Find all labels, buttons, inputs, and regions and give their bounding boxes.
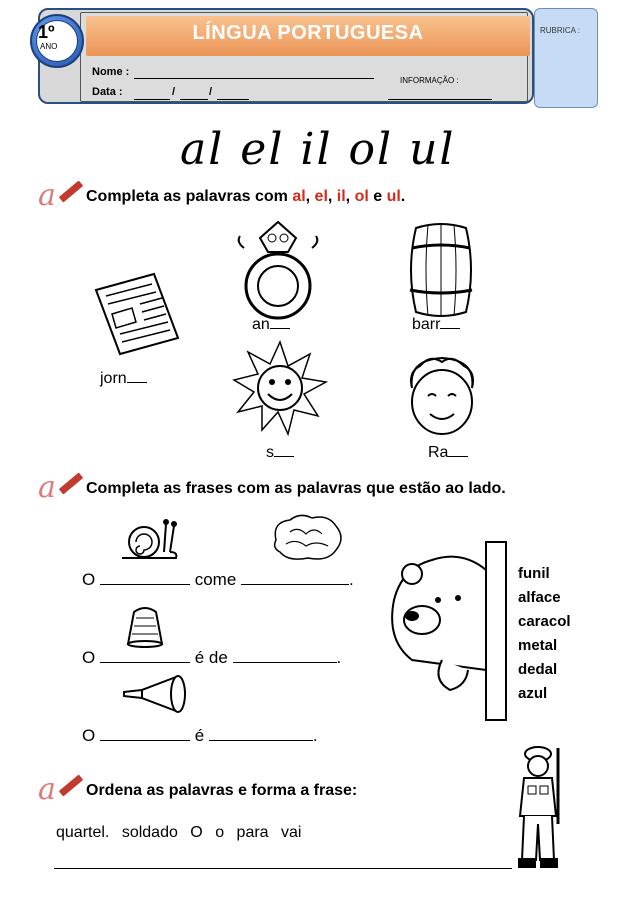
soldier-image	[510, 744, 570, 874]
cursive-title: al el il ol ul	[180, 124, 456, 175]
word-bank-item: alface	[518, 589, 561, 606]
date-year-line[interactable]	[217, 99, 249, 100]
exercise-a-icon: a	[38, 470, 56, 505]
rubrica-box	[534, 8, 598, 108]
info-label: INFORMAÇÃO :	[400, 76, 459, 85]
date-separator-2: /	[209, 86, 213, 98]
word-anel: an	[252, 316, 290, 334]
ring-image	[230, 218, 326, 322]
grade-number: 1º	[38, 22, 55, 42]
word-bank-item: dedal	[518, 661, 558, 678]
exercise2-instruction: Completa as frases com as palavras que estão ao lado.	[86, 480, 506, 497]
funnel-image	[120, 672, 190, 722]
exercise1-instruction: Completa as palavras com al, el, il, ol e ul.	[86, 188, 406, 205]
word-bank-item: azul	[518, 685, 548, 702]
lettuce-image	[270, 512, 346, 562]
pencil-icon	[59, 774, 83, 796]
exercise3-instruction: Ordena as palavras e forma a frase:	[86, 782, 358, 799]
rubrica-label: RUBRICA :	[540, 26, 581, 35]
date-day-line[interactable]	[134, 99, 170, 100]
snail-image	[118, 506, 180, 564]
info-line[interactable]	[388, 99, 492, 100]
barrel-image	[406, 220, 476, 320]
word-bank	[518, 562, 571, 706]
pencil-icon	[59, 180, 83, 202]
word-barril: barr	[412, 316, 460, 334]
sentence-blank[interactable]	[100, 584, 190, 585]
grade-sub-label: ANO	[40, 42, 58, 51]
sun-image	[232, 340, 328, 436]
sentence-blank[interactable]	[100, 740, 190, 741]
word-jornal: jorn	[100, 370, 147, 388]
word-bank-item: caracol	[518, 613, 571, 630]
date-separator-1: /	[172, 86, 176, 98]
name-label: Nome :	[92, 66, 130, 78]
word-bank-item: metal	[518, 637, 558, 654]
sentence-2: O é de .	[82, 648, 342, 667]
word-blank[interactable]	[448, 456, 468, 457]
word-sol: s	[266, 444, 294, 462]
sentence-1: O come .	[82, 570, 354, 589]
exercise-a-icon: a	[38, 178, 56, 213]
word-blank[interactable]	[270, 328, 290, 329]
pencil-icon	[59, 472, 83, 494]
thimble-image	[120, 604, 170, 648]
sentence-3: O é .	[82, 726, 318, 745]
word-blank[interactable]	[274, 456, 294, 457]
exercise-a-icon: a	[38, 772, 56, 807]
bear-image	[382, 540, 508, 722]
word-blank[interactable]	[127, 382, 147, 383]
word-raul: Ra	[428, 444, 468, 462]
sentence-blank[interactable]	[209, 740, 313, 741]
word-bank-item: funil	[518, 565, 550, 582]
subject-title: LÍNGUA PORTUGUESA	[192, 22, 424, 44]
scrambled-words: quartel. soldado O o para vai	[56, 824, 302, 841]
newspaper-image	[92, 270, 182, 358]
name-line[interactable]	[134, 78, 374, 79]
sentence-blank[interactable]	[233, 662, 337, 663]
word-blank[interactable]	[440, 328, 460, 329]
date-month-line[interactable]	[180, 99, 208, 100]
date-label: Data :	[92, 86, 123, 98]
sentence-blank[interactable]	[100, 662, 190, 663]
answer-line[interactable]	[54, 868, 512, 869]
sentence-blank[interactable]	[241, 584, 349, 585]
boy-image	[402, 352, 482, 438]
